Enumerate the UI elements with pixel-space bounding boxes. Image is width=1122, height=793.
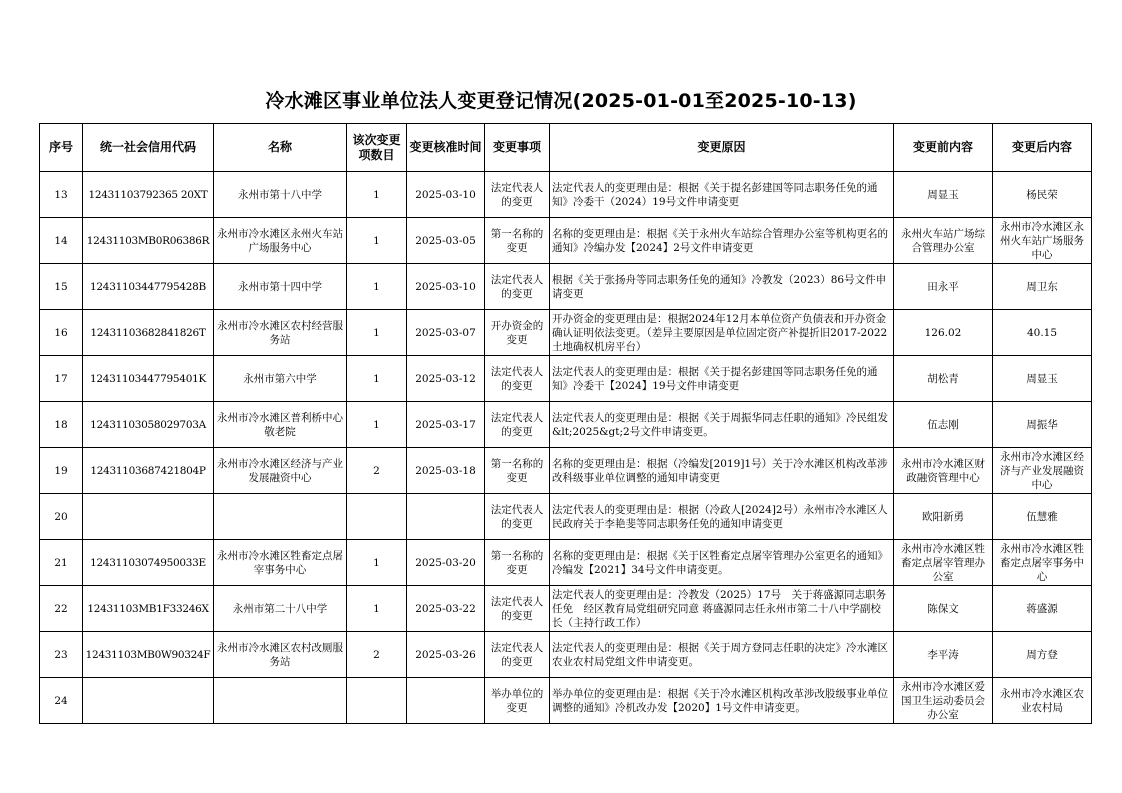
table-row (40, 540, 1092, 586)
header-change-count: 该次变更项数目 (347, 124, 407, 172)
cell-change-reason: 根据《关于张扬舟等同志职务任免的通知》冷教发（2023）86号文件申请变更 (550, 264, 894, 310)
cell-no: 22 (40, 586, 83, 632)
cell-credit-code: 12431103MB1F33246X (83, 586, 214, 632)
cell-change-count: 1 (347, 218, 407, 264)
header-change-item: 变更事项 (485, 124, 550, 172)
cell-change-item: 第一名称的变更 (485, 540, 550, 586)
table-row (40, 264, 1092, 310)
cell-change-count: 1 (347, 586, 407, 632)
cell-change-item: 开办资金的变更 (485, 310, 550, 356)
cell-change-item: 法定代表人的变更 (485, 172, 550, 218)
cell-change-item: 法定代表人的变更 (485, 494, 550, 540)
table-row (40, 172, 1092, 218)
cell-name: 永州市冷水滩区农村改厕服务站 (214, 632, 347, 678)
cell-credit-code: 12431103687421804P (83, 448, 214, 494)
cell-credit-code: 12431103682841826T (83, 310, 214, 356)
cell-approval-date (407, 494, 485, 540)
cell-change-count: 2 (347, 448, 407, 494)
cell-change-reason: 法定代表人的变更理由是：根据《关于提名彭建国等同志职务任免的通知》冷委干（2024）19号文件申请变更 (550, 172, 894, 218)
cell-name: 永州市冷水滩区经济与产业发展融资中心 (214, 448, 347, 494)
cell-name: 永州市第二十八中学 (214, 586, 347, 632)
cell-change-reason: 法定代表人的变更理由是：冷教发（2025）17号 关于蒋盛源同志职务任免 经区教育局党组研究同意 蒋盛源同志任永州市第二十八中学副校长（主持行政工作） (550, 586, 894, 632)
cell-change-item: 法定代表人的变更 (485, 586, 550, 632)
cell-approval-date: 2025-03-12 (407, 356, 485, 402)
cell-name: 永州市冷水滩区农村经营服务站 (214, 310, 347, 356)
cell-change-count: 1 (347, 172, 407, 218)
cell-after: 永州市冷水滩区永州火车站广场服务中心 (993, 218, 1092, 264)
cell-change-reason: 法定代表人的变更理由是：根据《关于提名彭建国等同志职务任免的通知》冷委干【2024】19号文件申请变更 (550, 356, 894, 402)
cell-after: 杨民荣 (993, 172, 1092, 218)
cell-after: 永州市冷水滩区经济与产业发展融资中心 (993, 448, 1092, 494)
cell-approval-date (407, 678, 485, 724)
cell-name (214, 678, 347, 724)
cell-approval-date: 2025-03-20 (407, 540, 485, 586)
cell-change-reason: 开办资金的变更理由是：根据2024年12月本单位资产负债表和开办资金确认证明依法变更。（差异主要原因是单位固定资产补提折旧2017-2022土地确权机房平台） (550, 310, 894, 356)
cell-credit-code (83, 678, 214, 724)
cell-before: 李平涛 (894, 632, 993, 678)
table-row (40, 356, 1092, 402)
cell-change-count: 1 (347, 310, 407, 356)
cell-after: 永州市冷水滩区农业农村局 (993, 678, 1092, 724)
cell-change-count: 1 (347, 402, 407, 448)
table-row (40, 494, 1092, 540)
cell-no: 23 (40, 632, 83, 678)
header-credit-code: 统一社会信用代码 (83, 124, 214, 172)
cell-after: 蒋盛源 (993, 586, 1092, 632)
cell-after: 周卫东 (993, 264, 1092, 310)
header-name: 名称 (214, 124, 347, 172)
cell-name: 永州市第六中学 (214, 356, 347, 402)
cell-before: 永州市冷水滩区爱国卫生运动委员会办公室 (894, 678, 993, 724)
cell-approval-date: 2025-03-10 (407, 264, 485, 310)
cell-no: 16 (40, 310, 83, 356)
cell-change-count: 2 (347, 632, 407, 678)
cell-name (214, 494, 347, 540)
cell-after: 周显玉 (993, 356, 1092, 402)
cell-change-item: 法定代表人的变更 (485, 632, 550, 678)
cell-no: 17 (40, 356, 83, 402)
cell-credit-code: 12431103MB0W90324F (83, 632, 214, 678)
table-row (40, 402, 1092, 448)
cell-approval-date: 2025-03-07 (407, 310, 485, 356)
cell-before: 陈保文 (894, 586, 993, 632)
header-change-reason: 变更原因 (550, 124, 894, 172)
cell-change-item: 举办单位的变更 (485, 678, 550, 724)
cell-change-reason: 法定代表人的变更理由是：根据（冷政人[2024]2号）永州市冷水滩区人民政府关于李艳斐等同志职务任免的通知申请变更 (550, 494, 894, 540)
header-no: 序号 (40, 124, 83, 172)
table-row (40, 586, 1092, 632)
cell-after: 伍慧雅 (993, 494, 1092, 540)
cell-name: 永州市冷水滩区普利桥中心敬老院 (214, 402, 347, 448)
cell-before: 永州市冷水滩区牲畜定点屠宰管理办公室 (894, 540, 993, 586)
table-body (40, 172, 1092, 724)
cell-after: 40.15 (993, 310, 1092, 356)
cell-credit-code (83, 494, 214, 540)
cell-before: 周显玉 (894, 172, 993, 218)
cell-change-reason: 名称的变更理由是：根据《关于区牲畜定点屠宰管理办公室更名的通知》冷编发【2021】34号文件申请变更。 (550, 540, 894, 586)
cell-before: 永州火车站广场综合管理办公室 (894, 218, 993, 264)
cell-change-reason: 法定代表人的变更理由是：根据《关于周振华同志任职的通知》冷民组发&lt;2025&gt;2号文件申请变更。 (550, 402, 894, 448)
cell-change-count (347, 494, 407, 540)
cell-change-count (347, 678, 407, 724)
cell-approval-date: 2025-03-22 (407, 586, 485, 632)
cell-credit-code: 12431103MB0R06386R (83, 218, 214, 264)
cell-change-item: 第一名称的变更 (485, 448, 550, 494)
cell-change-reason: 法定代表人的变更理由是：根据《关于周方登同志任职的决定》冷水滩区农业农村局党组文件申请变更。 (550, 632, 894, 678)
cell-credit-code: 12431103058029703A (83, 402, 214, 448)
cell-change-item: 法定代表人的变更 (485, 356, 550, 402)
cell-credit-code: 12431103447795428B (83, 264, 214, 310)
cell-change-reason: 举办单位的变更理由是：根据《关于冷水滩区机构改革涉改股级事业单位调整的通知》冷机改办发【2020】1号文件申请变更。 (550, 678, 894, 724)
cell-before: 胡松青 (894, 356, 993, 402)
cell-credit-code: 12431103792365 20XT (83, 172, 214, 218)
cell-before: 永州市冷水滩区财政融资管理中心 (894, 448, 993, 494)
cell-change-item: 法定代表人的变更 (485, 402, 550, 448)
cell-approval-date: 2025-03-10 (407, 172, 485, 218)
cell-no: 13 (40, 172, 83, 218)
registration-table (39, 123, 1092, 724)
cell-change-reason: 名称的变更理由是：根据（冷编发[2019]1号）关于冷水滩区机构改革涉改科级事业单位调整的通知申请变更 (550, 448, 894, 494)
cell-before: 欧阳新勇 (894, 494, 993, 540)
cell-name: 永州市第十四中学 (214, 264, 347, 310)
cell-approval-date: 2025-03-05 (407, 218, 485, 264)
cell-before: 伍志刚 (894, 402, 993, 448)
cell-change-item: 第一名称的变更 (485, 218, 550, 264)
cell-before: 田永平 (894, 264, 993, 310)
cell-change-count: 1 (347, 356, 407, 402)
cell-no: 24 (40, 678, 83, 724)
cell-change-reason: 名称的变更理由是：根据《关于永州火车站综合管理办公室等机构更名的通知》冷编办发【2024】2号文件申请变更 (550, 218, 894, 264)
table-row (40, 310, 1092, 356)
cell-approval-date: 2025-03-26 (407, 632, 485, 678)
cell-no: 18 (40, 402, 83, 448)
cell-no: 14 (40, 218, 83, 264)
cell-no: 15 (40, 264, 83, 310)
cell-after: 永州市冷水滩区牲畜定点屠宰事务中心 (993, 540, 1092, 586)
table-header-row (40, 124, 1092, 172)
cell-after: 周振华 (993, 402, 1092, 448)
document-title: 冷水滩区事业单位法人变更登记情况(2025-01-01至2025-10-13) (265, 90, 857, 112)
cell-change-item: 法定代表人的变更 (485, 264, 550, 310)
cell-change-count: 1 (347, 264, 407, 310)
table-row (40, 448, 1092, 494)
cell-no: 19 (40, 448, 83, 494)
cell-no: 21 (40, 540, 83, 586)
header-after: 变更后内容 (993, 124, 1092, 172)
header-before: 变更前内容 (894, 124, 993, 172)
cell-approval-date: 2025-03-18 (407, 448, 485, 494)
cell-name: 永州市第十八中学 (214, 172, 347, 218)
cell-name: 永州市冷水滩区永州火车站广场服务中心 (214, 218, 347, 264)
cell-approval-date: 2025-03-17 (407, 402, 485, 448)
cell-credit-code: 12431103074950033E (83, 540, 214, 586)
table-row (40, 218, 1092, 264)
cell-after: 周方登 (993, 632, 1092, 678)
header-approval-date: 变更核准时间 (407, 124, 485, 172)
cell-change-count: 1 (347, 540, 407, 586)
cell-name: 永州市冷水滩区牲畜定点屠宰事务中心 (214, 540, 347, 586)
table-row (40, 632, 1092, 678)
cell-no: 20 (40, 494, 83, 540)
cell-before: 126.02 (894, 310, 993, 356)
table-row (40, 678, 1092, 724)
cell-credit-code: 12431103447795401K (83, 356, 214, 402)
